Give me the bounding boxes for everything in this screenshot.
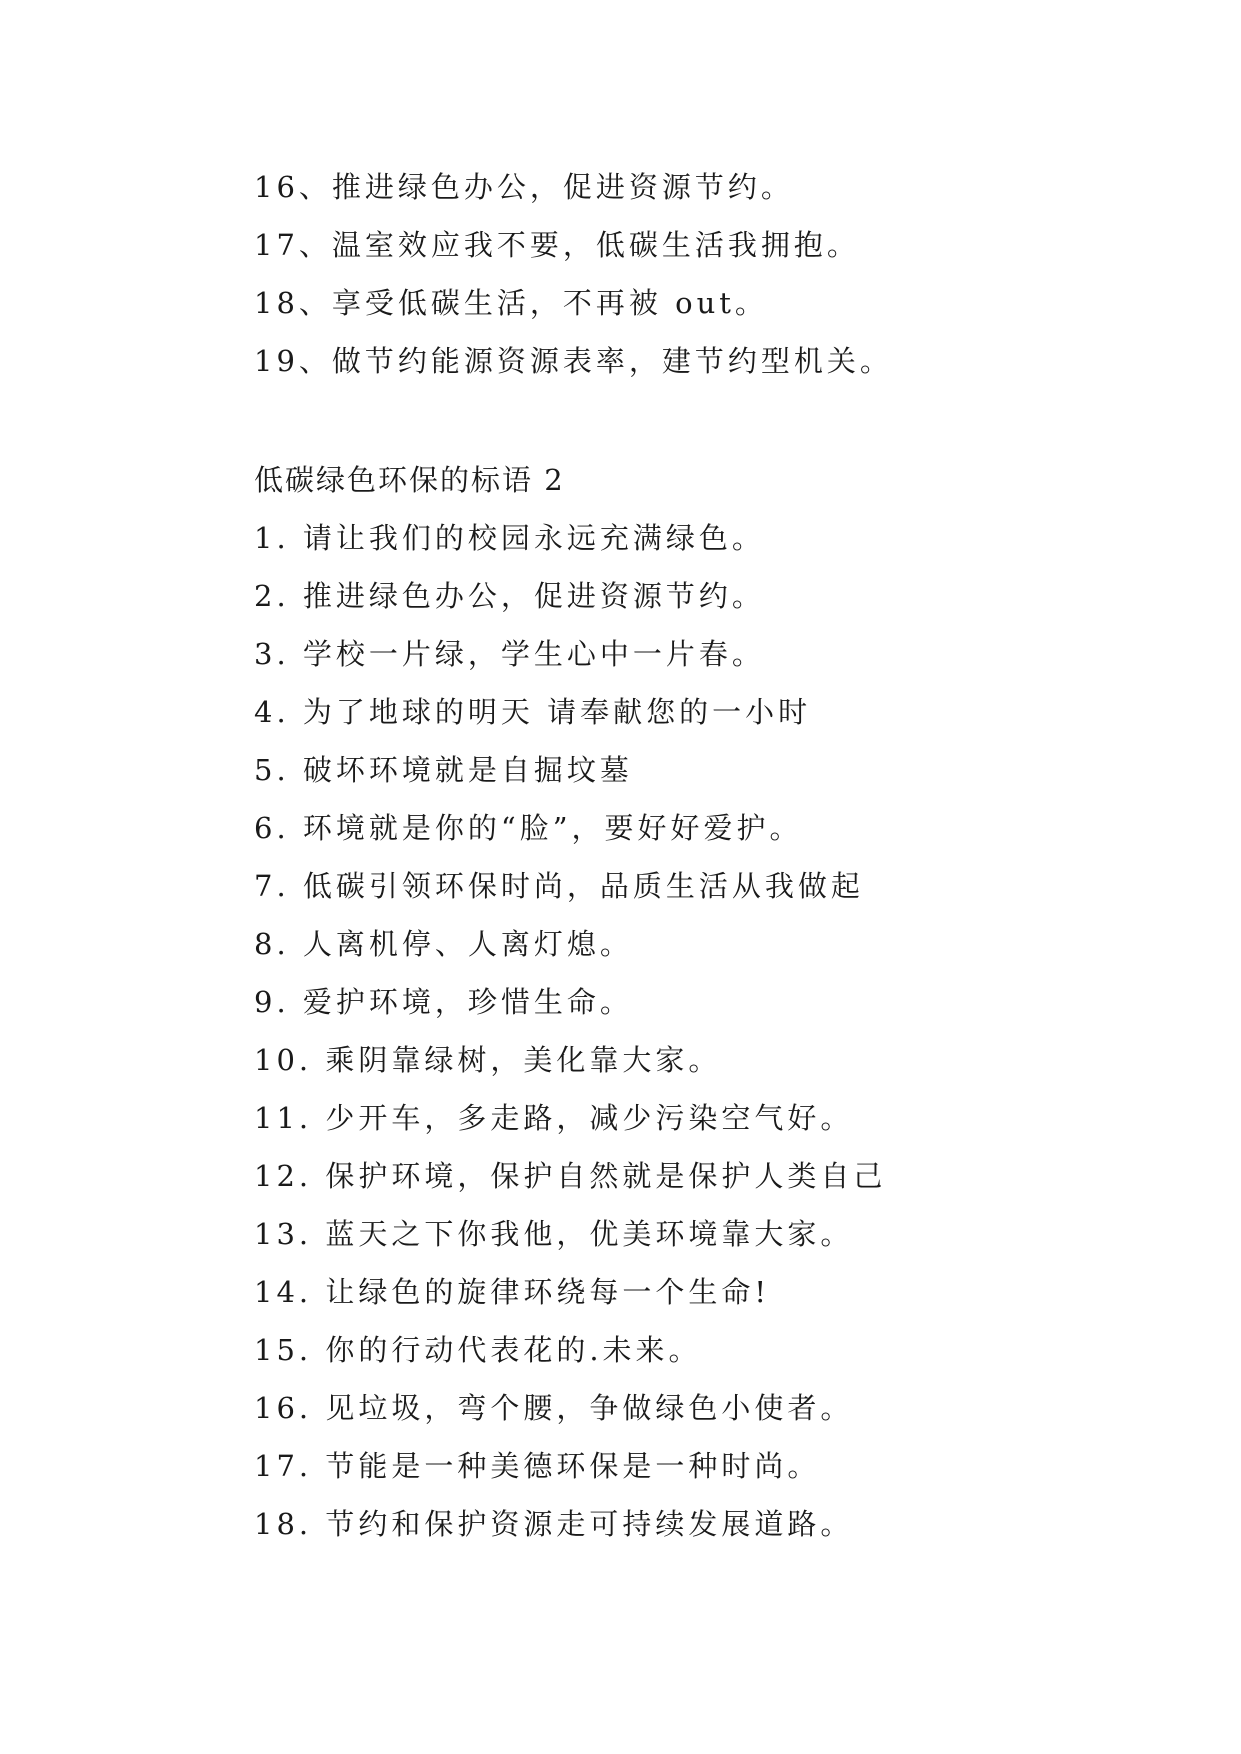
slogan-item: 17、温室效应我不要，低碳生活我拥抱。 xyxy=(254,228,860,262)
slogan-item: 16、推进绿色办公，促进资源节约。 xyxy=(254,170,794,204)
slogan-item: 13. 蓝天之下你我他，优美环境靠大家。 xyxy=(254,1217,854,1251)
slogan-item: 4. 为了地球的明天 请奉献您的一小时 xyxy=(254,695,812,729)
slogan-item: 14. 让绿色的旋律环绕每一个生命! xyxy=(254,1275,770,1309)
slogan-item: 17. 节能是一种美德环保是一种时尚。 xyxy=(254,1449,821,1483)
slogan-item: 18. 节约和保护资源走可持续发展道路。 xyxy=(254,1507,854,1541)
slogan-item: 16. 见垃圾，弯个腰，争做绿色小使者。 xyxy=(254,1391,854,1425)
slogan-item: 15. 你的行动代表花的.未来。 xyxy=(254,1333,702,1367)
slogan-item: 8. 人离机停、人离灯熄。 xyxy=(254,927,633,961)
slogan-item: 5. 破坏环境就是自掘坟墓 xyxy=(254,753,633,787)
slogan-item: 19、做节约能源资源表率，建节约型机关。 xyxy=(254,344,893,378)
slogan-item: 2. 推进绿色办公，促进资源节约。 xyxy=(254,579,765,613)
slogan-item: 18、享受低碳生活，不再被 out。 xyxy=(254,286,768,320)
slogan-item: 7. 低碳引领环保时尚，品质生活从我做起 xyxy=(254,869,864,903)
slogan-section-2 xyxy=(254,451,1014,1553)
section-heading: 低碳绿色环保的标语 2 xyxy=(254,463,565,497)
slogan-item: 6. 环境就是你的“脸”，要好好爱护。 xyxy=(254,811,803,845)
slogan-list-continued xyxy=(254,158,1014,390)
slogan-item: 3. 学校一片绿，学生心中一片春。 xyxy=(254,637,765,671)
slogan-item: 1. 请让我们的校园永远充满绿色。 xyxy=(254,521,765,555)
slogan-item: 12. 保护环境，保护自然就是保护人类自己 xyxy=(254,1159,887,1193)
slogan-item: 10. 乘阴靠绿树，美化靠大家。 xyxy=(254,1043,722,1077)
slogan-item: 11. 少开车，多走路，减少污染空气好。 xyxy=(254,1101,854,1135)
slogan-item: 9. 爱护环境，珍惜生命。 xyxy=(254,985,633,1019)
